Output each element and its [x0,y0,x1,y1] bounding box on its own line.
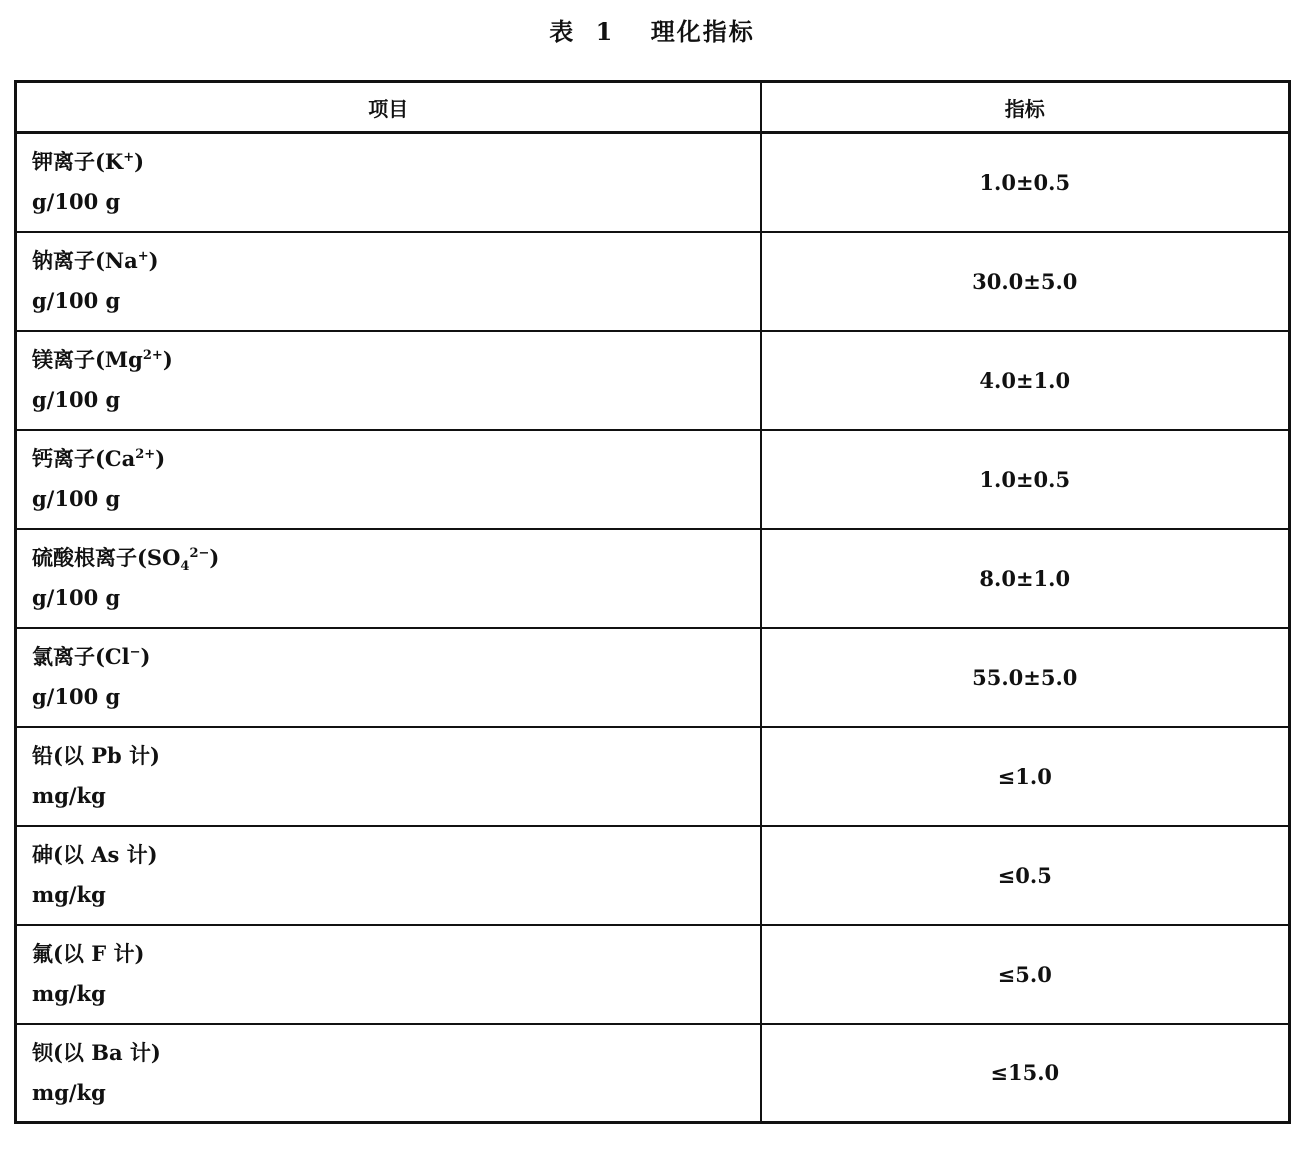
item-unit: mg/kg [32,981,106,1006]
spec-table [14,80,1291,1124]
item-cell [16,628,761,727]
table-row [16,529,1290,628]
item-unit: g/100 g [32,387,121,412]
header-row [16,82,1290,133]
header-spec: 指标 [761,82,1290,133]
item-unit: mg/kg [32,882,106,907]
item-name: 铅(以 Pb 计) [32,743,160,768]
table-row [16,628,1290,727]
item-unit: g/100 g [32,684,121,709]
item-cell [16,925,761,1024]
item-name: 硫酸根离子$(SO_4^{2-})$ [32,545,220,575]
item-name: 钾离子(K+) [32,149,145,175]
value-cell: 55.0±5.0 [761,628,1290,727]
table-row [16,331,1290,430]
item-unit: g/100 g [32,288,121,313]
item-name: 砷(以 As 计) [32,842,158,867]
item-cell [16,1024,761,1123]
caption-label: 表 [549,17,576,46]
caption-number: 1 [595,17,615,46]
item-unit: g/100 g [32,486,121,511]
item-name: 钙离子$(Ca^{2+})$ [32,446,166,471]
item-cell [16,430,761,529]
value-cell: 1.0±0.5 [761,430,1290,529]
item-cell [16,727,761,826]
item-unit: g/100 g [32,585,121,610]
table-row [16,727,1290,826]
item-cell [16,133,761,232]
item-name: 镁离子$(Mg^{2+})$ [32,347,173,372]
table-caption [0,12,1304,47]
value-cell: ≤5.0 [761,925,1290,1024]
value-cell: 8.0±1.0 [761,529,1290,628]
value-cell: ≤1.0 [761,727,1290,826]
item-name: 氟(以 F 计) [32,941,145,966]
item-name: 氯离子(Cl−) [32,644,151,669]
caption-title: 理化指标 [650,17,755,46]
item-cell [16,529,761,628]
item-name: 钠离子(Na+) [32,248,159,273]
item-cell [16,232,761,331]
value-cell: 1.0±0.5 [761,133,1290,232]
header-item: 项目 [16,82,761,133]
table-row [16,925,1290,1024]
value-cell: ≤15.0 [761,1024,1290,1123]
table-row [16,1024,1290,1123]
table-row [16,133,1290,232]
item-unit: mg/kg [32,783,106,808]
item-cell [16,826,761,925]
value-cell: 30.0±5.0 [761,232,1290,331]
table-row [16,232,1290,331]
item-unit: g/100 g [32,189,121,215]
value-cell: ≤0.5 [761,826,1290,925]
item-name: 钡(以 Ba 计) [32,1039,161,1065]
item-unit: mg/kg [32,1079,106,1105]
item-cell [16,331,761,430]
table-row [16,826,1290,925]
value-cell: 4.0±1.0 [761,331,1290,430]
table-row [16,430,1290,529]
